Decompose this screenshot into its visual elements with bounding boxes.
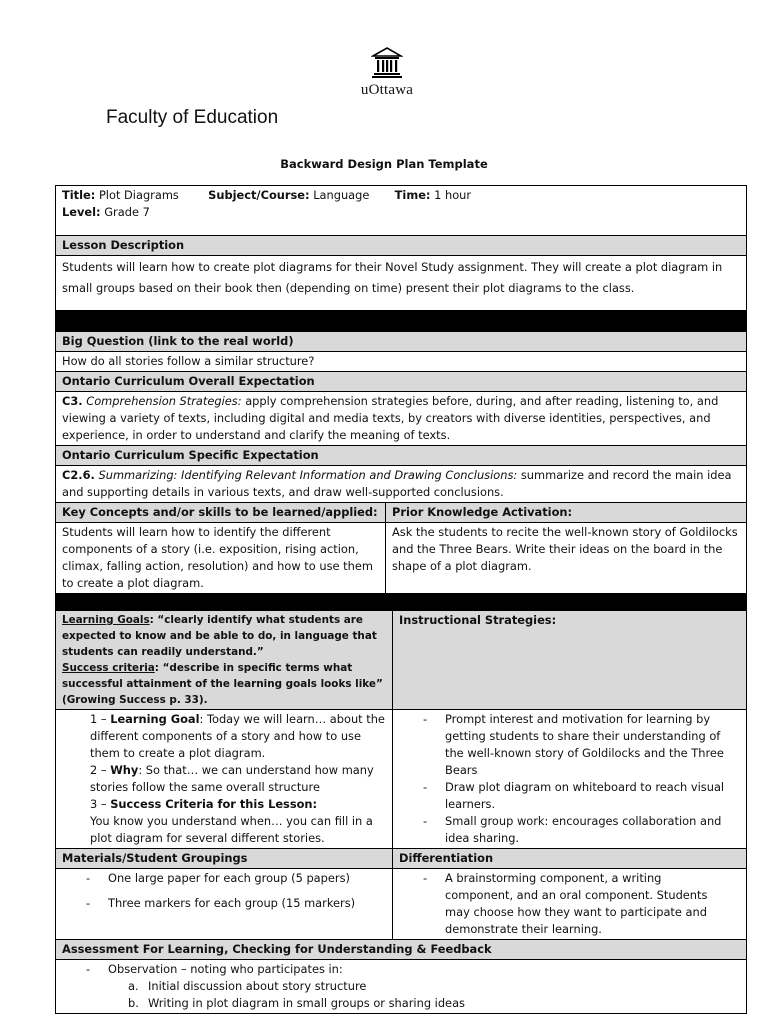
overall-expectation-code: C3.	[62, 394, 83, 408]
plan-table	[55, 185, 747, 1014]
materials-cell	[56, 869, 393, 939]
title-value: Plot Diagrams	[98, 188, 179, 202]
learning-goals-definition	[56, 611, 393, 709]
assessment-cell	[56, 960, 746, 1013]
goal-1-label: Learning Goal	[110, 712, 200, 726]
uottawa-logo	[357, 46, 417, 99]
subject-label: Subject/Course:	[208, 188, 310, 202]
concepts-heading-row	[56, 503, 746, 523]
key-concepts-text: Students will learn how to identify the different components of a story (i.e. exposition, rising action, climax, falling action, resolution) and how to use them to create a plot diagram.	[56, 523, 386, 593]
time-value: 1 hour	[434, 188, 472, 202]
lesson-description-text: Students will learn how to create plot diagrams for their Novel Study assignment. They will create a plot diagram in small groups based on their book then (depending on time) present their plot diagrams to the class.	[56, 256, 746, 311]
material-item: - Three markers for each group (15 markers)	[108, 895, 386, 912]
learning-goals-label: Learning Goals	[62, 614, 150, 626]
subject-value: Language	[313, 188, 370, 202]
strategies-list	[445, 711, 740, 847]
goal-2-number: 2 –	[90, 763, 107, 777]
key-concepts-heading: Key Concepts and/or skills to be learned/applied:	[56, 503, 386, 522]
success-criteria-quote: : “describe in specific terms what successful attainment of the learning goals looks like” (Growing Success p. 33).	[62, 662, 383, 706]
assessment-sublist	[56, 978, 740, 1012]
goal-2-text: : So that… we can understand how many stories follow the same overall structure	[90, 763, 374, 794]
lesson-info-row	[56, 186, 746, 236]
differentiation-list	[445, 870, 716, 938]
specific-expectation-text	[56, 466, 746, 503]
specific-expectation-heading: Ontario Curriculum Specific Expectation	[56, 446, 746, 466]
building-icon	[371, 46, 403, 80]
prior-knowledge-heading: Prior Knowledge Activation:	[386, 503, 746, 522]
specific-expectation-code: C2.6.	[62, 468, 95, 482]
overall-expectation-body: apply comprehension strategies before, during, and after reading, listening to, and viewing a variety of texts, including digital and media texts, by creators with diverse identities, perspectives, and experience, in order to understand and clarify the meaning of texts.	[62, 394, 719, 442]
time-label: Time:	[394, 188, 431, 202]
differentiation-cell	[393, 869, 746, 939]
materials-row	[56, 869, 746, 940]
assessment-subitem: a. Initial discussion about story structure	[128, 979, 367, 993]
level-label: Level:	[62, 205, 101, 219]
materials-heading-row	[56, 849, 746, 869]
goal-3-text: You know you understand when… you can fill in a plot diagram for several different stories.	[90, 814, 373, 845]
lesson-description-heading: Lesson Description	[56, 236, 746, 256]
title-label: Title:	[62, 188, 96, 202]
level-value: Grade 7	[104, 205, 150, 219]
goal-1-text: : Today we will learn… about the different components of a story and how to use them to create a plot diagram.	[90, 712, 385, 760]
section-divider-2	[56, 594, 746, 611]
instructional-strategies-cell	[393, 710, 746, 848]
concepts-row	[56, 523, 746, 594]
overall-expectation-text	[56, 392, 746, 446]
prior-knowledge-text: Ask the students to recite the well-known story of Goldilocks and the Three Bears. Write their ideas on the board in the shape of a plot diagram.	[392, 525, 738, 573]
materials-list	[108, 870, 386, 912]
differentiation-item: - A brainstorming component, a writing component, and an oral component. Students may choose how they want to participate and demonstrate their learning.	[445, 870, 716, 938]
strategy-item: - Small group work: encourages collaboration and idea sharing.	[445, 813, 740, 847]
goal-3-label: Success Criteria for this Lesson:	[110, 797, 318, 811]
materials-heading: Materials/Student Groupings	[56, 849, 393, 868]
goal-3-number: 3 –	[90, 797, 107, 811]
goal-2-label: Why	[110, 763, 139, 777]
assessment-item: - Observation – noting who participates in:	[108, 961, 740, 978]
logo-wordmark: uOttawa	[360, 82, 414, 98]
material-item: - One large paper for each group (5 papers)	[108, 870, 386, 887]
goals-heading-row	[56, 611, 746, 710]
strategy-item: - Draw plot diagram on whiteboard to reach visual learners.	[445, 779, 740, 813]
goal-1-number: 1 –	[90, 712, 107, 726]
big-question-text: How do all stories follow a similar structure?	[56, 352, 746, 372]
learning-goals-cell	[56, 710, 393, 848]
specific-expectation-body: summarize and record the main idea and supporting details in various texts, and draw well-supported conclusions.	[62, 468, 732, 499]
goals-row	[56, 710, 746, 849]
learning-goals-quote: : “clearly identify what students are expected to know and be able to do, in language that students can readily understand.”	[62, 614, 377, 658]
faculty-heading: Faculty of Education	[106, 107, 279, 128]
big-question-heading: Big Question (link to the real world)	[56, 332, 746, 352]
differentiation-heading: Differentiation	[393, 849, 746, 868]
instructional-strategies-heading: Instructional Strategies:	[393, 611, 746, 709]
overall-expectation-italic: Comprehension Strategies:	[86, 394, 242, 408]
overall-expectation-heading: Ontario Curriculum Overall Expectation	[56, 372, 746, 392]
assessment-heading: Assessment For Learning, Checking for Understanding & Feedback	[56, 940, 746, 960]
assessment-list	[108, 961, 740, 978]
document-title: Backward Design Plan Template	[280, 157, 488, 171]
section-divider	[56, 311, 746, 332]
success-criteria-label: Success criteria	[62, 662, 155, 674]
specific-expectation-italic: Summarizing: Identifying Relevant Information and Drawing Conclusions:	[98, 468, 518, 482]
assessment-subitem: b. Writing in plot diagram in small groups or sharing ideas	[128, 996, 465, 1010]
strategy-item: - Prompt interest and motivation for learning by getting students to share their understanding of the well-known story of Goldilocks and the Three Bears	[445, 711, 740, 779]
